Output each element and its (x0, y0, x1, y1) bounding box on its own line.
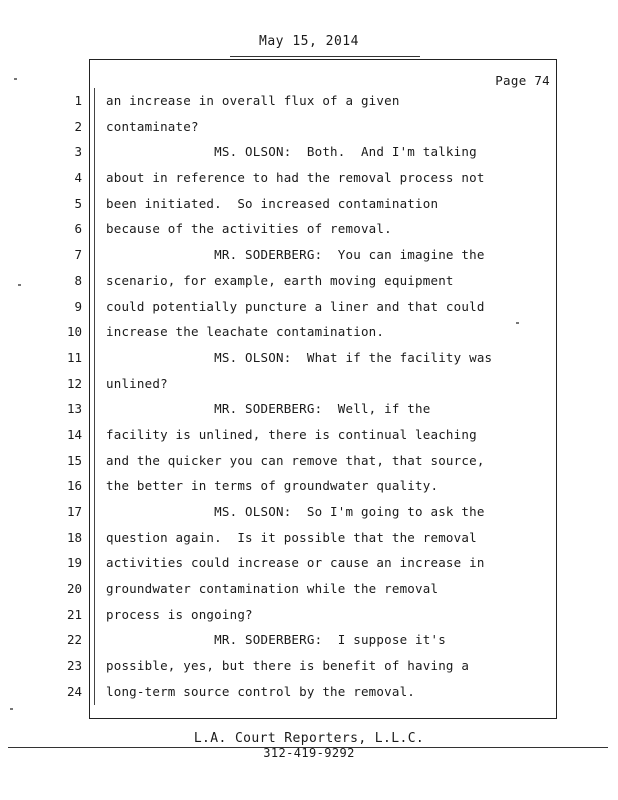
line-text: the better in terms of groundwater quality. (106, 478, 439, 494)
line-number: 12 (66, 375, 82, 391)
header-divider (230, 56, 420, 57)
line-number: 10 (66, 324, 82, 340)
line-number: 8 (74, 272, 82, 288)
transcript-line (0, 216, 618, 242)
transcript-date: May 15, 2014 (259, 34, 359, 49)
line-text: and the quicker you can remove that, that source, (106, 452, 485, 468)
line-number: 9 (74, 298, 82, 314)
transcript-line (0, 165, 618, 191)
line-number: 24 (66, 683, 82, 699)
line-number: 21 (66, 606, 82, 622)
transcript-line (0, 627, 618, 653)
transcript-line (0, 473, 618, 499)
line-number: 20 (66, 581, 82, 597)
scan-speck (18, 284, 21, 286)
scan-speck (14, 78, 17, 80)
transcript-line (0, 268, 618, 294)
line-text: scenario, for example, earth moving equipment (106, 272, 454, 288)
line-text: increase the leachate contamination. (106, 324, 385, 340)
line-number: 22 (66, 632, 82, 648)
transcript-line (0, 396, 618, 422)
line-text: an increase in overall flux of a given (106, 93, 400, 108)
scan-speck (516, 322, 519, 324)
court-reporter-phone: 312-419-9292 (263, 746, 355, 760)
line-text: MS. OLSON: So I'm going to ask the (106, 504, 485, 519)
transcript-line (0, 448, 618, 474)
transcript-line (0, 114, 618, 140)
line-text: because of the activities of removal. (106, 221, 392, 237)
line-number: 13 (66, 401, 82, 417)
line-text: facility is unlined, there is continual leaching (106, 426, 477, 442)
transcript-lines (0, 88, 618, 705)
transcript-line (0, 499, 618, 525)
transcript-line (0, 422, 618, 448)
transcript-line (0, 371, 618, 397)
line-text: MR. SODERBERG: I suppose it's (106, 632, 446, 648)
line-text: contaminate? (106, 118, 199, 134)
line-number: 7 (74, 247, 82, 263)
line-number: 16 (66, 478, 82, 494)
transcript-line (0, 345, 618, 371)
line-number: 2 (74, 118, 82, 134)
line-text: long-term source control by the removal. (106, 683, 416, 699)
line-text: MR. SODERBERG: Well, if the (106, 401, 431, 417)
line-text: could potentially puncture a liner and that could (106, 298, 485, 314)
transcript-line (0, 88, 618, 114)
line-text: activities could increase or cause an increase in (106, 555, 485, 571)
line-number: 15 (66, 452, 82, 468)
line-text: been initiated. So increased contamination (106, 195, 439, 211)
line-number: 17 (66, 504, 82, 519)
scan-speck (10, 708, 13, 710)
line-number: 14 (66, 426, 82, 442)
court-reporter-name: L.A. Court Reporters, L.L.C. (193, 731, 425, 746)
transcript-line (0, 242, 618, 268)
line-number: 18 (66, 529, 82, 545)
line-text: process is ongoing? (106, 606, 253, 622)
transcript-line (0, 525, 618, 551)
transcript-line (0, 319, 618, 345)
line-number: 3 (74, 144, 82, 160)
line-number: 11 (66, 349, 82, 365)
line-text: question again. Is it possible that the removal (106, 529, 477, 545)
line-text: MS. OLSON: Both. And I'm talking (106, 144, 477, 160)
transcript-line (0, 576, 618, 602)
line-text: MS. OLSON: What if the facility was (106, 349, 493, 365)
transcript-line (0, 653, 618, 679)
line-number: 23 (66, 658, 82, 674)
transcript-line (0, 191, 618, 217)
page-number: Page 74 (495, 73, 550, 88)
transcript-line (0, 294, 618, 320)
transcript-line (0, 679, 618, 705)
line-number: 1 (74, 93, 82, 108)
line-number: 19 (66, 555, 82, 571)
line-text: groundwater contamination while the removal (106, 581, 439, 597)
line-text: unlined? (106, 375, 168, 391)
line-text: MR. SODERBERG: You can imagine the (106, 247, 485, 263)
transcript-line (0, 139, 618, 165)
line-text: about in reference to had the removal process not (106, 170, 485, 186)
line-number: 6 (74, 221, 82, 237)
line-number: 5 (74, 195, 82, 211)
transcript-line (0, 602, 618, 628)
line-number: 4 (74, 170, 82, 186)
line-text: possible, yes, but there is benefit of having a (106, 658, 470, 674)
transcript-line (0, 550, 618, 576)
